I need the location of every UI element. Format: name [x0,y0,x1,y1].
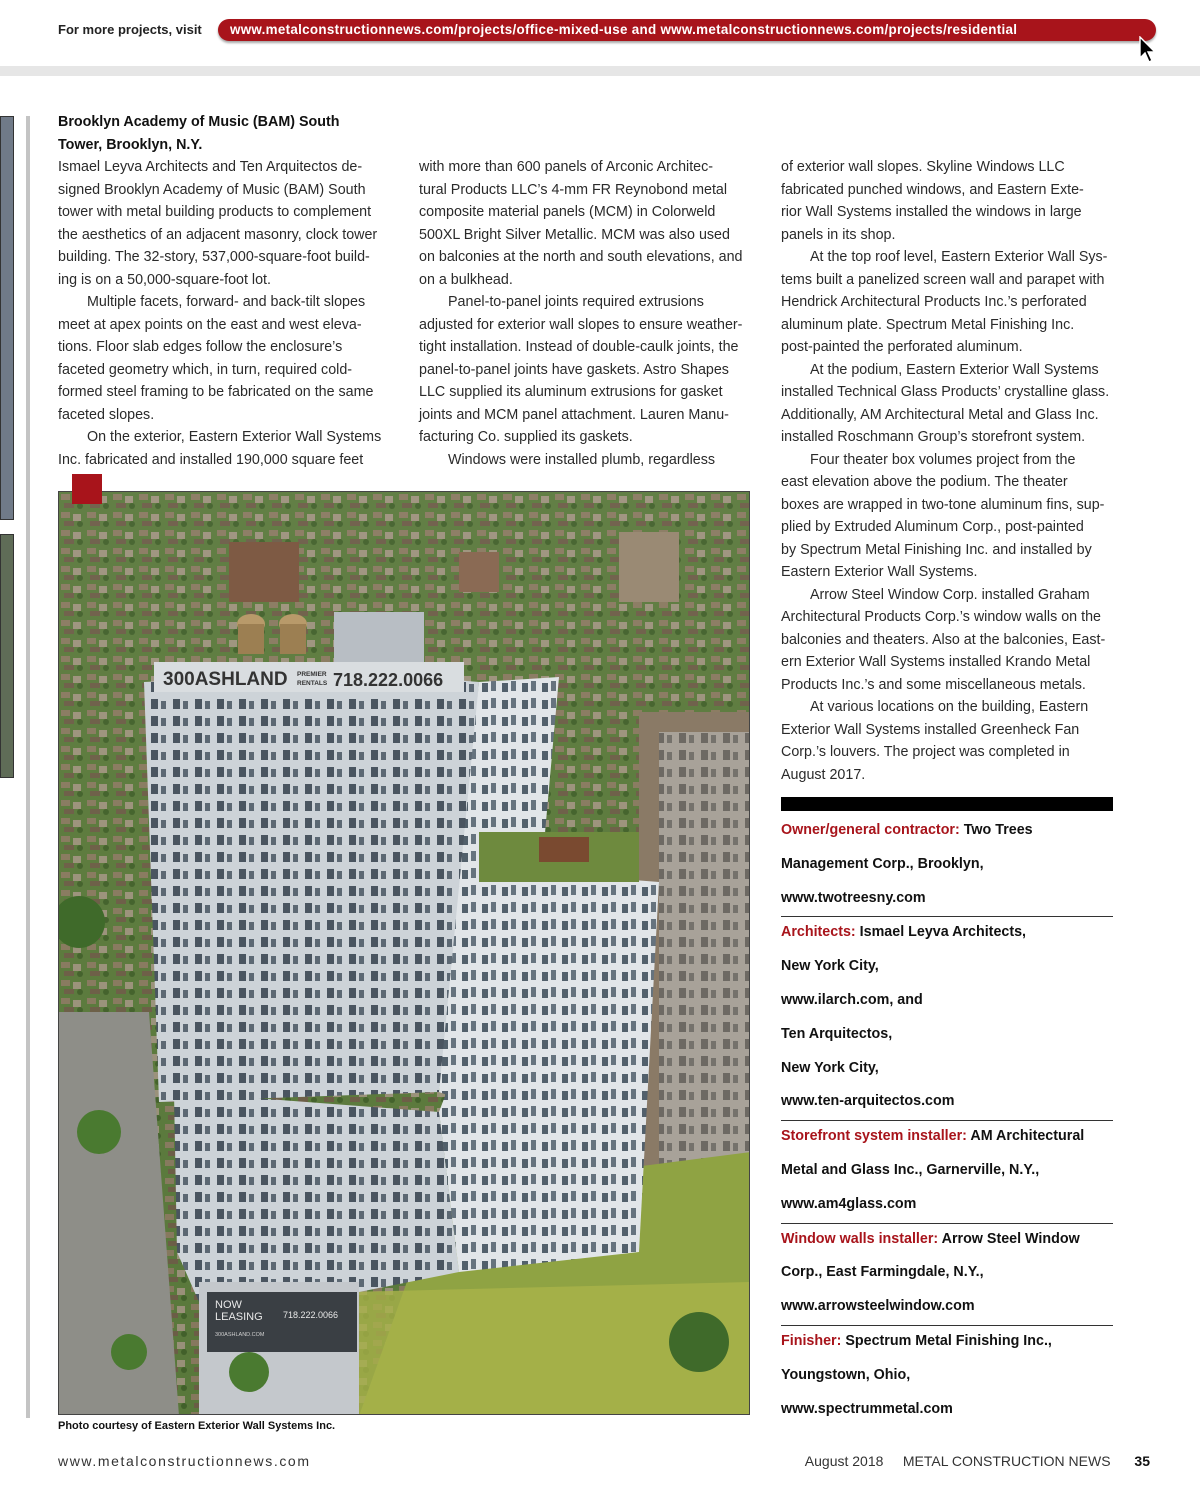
credit-text: Spectrum Metal Finishing Inc., [845,1332,1052,1349]
text-line: adjusted for exterior wall slopes to ensure weather- [419,316,743,333]
credit-role: Storefront system installer: [781,1128,967,1145]
leasing-banner-line: NOW [215,1299,242,1311]
credit-role: Window walls installer: [781,1230,939,1247]
column-rule [26,116,30,1418]
heading-line: Tower, Brooklyn, N.Y. [58,136,203,153]
text-line: the aesthetics of an adjacent masonry, clock tower [58,226,378,243]
text-line: meet at apex points on the east and west eleva- [58,316,362,333]
credit-text: Ismael Leyva Architects, [859,924,1027,941]
visit-label: For more projects, visit [58,22,202,37]
text-line: Arrow Steel Window Corp. installed Graham [810,586,1090,603]
text-line: by Spectrum Metal Finishing Inc. and installed by [781,541,1092,558]
text-line: Exterior Wall Systems installed Greenheck Fan [781,721,1080,738]
photo-caption: Photo courtesy of Eastern Exterior Wall Systems Inc. [58,1420,336,1432]
footer-info [805,1453,1150,1469]
text-line: tions. Floor slab edges follow the enclosure’s [58,339,343,355]
credit-url: www.ilarch.com, and [781,991,923,1008]
text-line: faceted slopes. [58,406,155,423]
text-line: installed Roschmann Group’s storefront system. [781,429,1086,445]
text-line: Four theater box volumes project from the [810,451,1076,468]
text-line: facturing Co. supplied its gaskets. [419,429,633,445]
text-line: On the exterior, Eastern Exterior Wall Systems [87,429,382,445]
credit-url: www.spectrummetal.com [781,1400,953,1417]
text-line: Ismael Leyva Architects and Ten Arquitectos de- [58,159,363,175]
credit-role: Architects: [781,924,856,941]
text-line: fabricated punched windows, and Eastern Exte- [781,181,1084,198]
text-line: Hendrick Architectural Products Inc.’s perforated [781,294,1087,310]
footer-url: www.metalconstructionnews.com [58,1453,311,1469]
text-line: panel-to-panel joints have gaskets. Astro Shapes [419,361,729,378]
previous-page-photo-edge [0,116,14,520]
text-line: ern Exterior Wall Systems installed Krando Metal [781,654,1091,670]
text-line: rior Wall Systems installed the windows in large [781,204,1082,220]
header-band [0,66,1200,76]
credit-entry [781,1224,1113,1326]
text-line: tight installation. Instead of double-caulk joints, the [419,339,739,355]
page-number: 35 [1134,1453,1150,1469]
text-line: Windows were installed plumb, regardless [448,451,715,468]
text-line: aluminum plate. Spectrum Metal Finishing Inc. [781,316,1075,333]
credit-role: Owner/general contractor: [781,822,960,838]
issue-date: August 2018 [804,1453,884,1469]
credit-role: Finisher: [781,1332,842,1349]
text-line: tower with metal building products to complement [58,204,372,220]
credit-url: www.ten-arquitectos.com [781,1093,955,1110]
leasing-banner-url: 300ASHLAND.COM [215,1332,265,1338]
top-bar [0,0,1200,66]
credit-entry [781,917,1113,1121]
credit-url: www.arrowsteelwindow.com [781,1298,975,1315]
magazine-name: METAL CONSTRUCTION NEWS [902,1453,1111,1469]
text-line: Inc. fabricated and installed 190,000 square feet [58,451,364,468]
text-line: panels in its shop. [781,226,896,243]
text-line: 500XL Bright Silver Metallic. MCM was also used [419,226,730,243]
credit-text: Arrow Steel Window [941,1230,1080,1247]
heading-line: Brooklyn Academy of Music (BAM) South [58,114,340,130]
text-line: tural Products LLC’s 4-mm FR Reynobond metal [419,181,728,198]
text-line: joints and MCM panel attachment. Lauren Manu- [419,406,729,423]
credit-text: Corp., East Farmingdale, N.Y., [781,1264,984,1281]
credit-text: Metal and Glass Inc., Garnerville, N.Y., [781,1161,1040,1178]
article-heading [58,111,388,156]
text-line: with more than 600 panels of Arconic Architec- [419,159,714,175]
rooftop-sign-phone: 718.222.0066 [333,670,444,690]
credit-text: Management Corp., Brooklyn, [781,855,984,872]
credit-text: New York City, [781,958,879,975]
credit-text: Two Trees [963,822,1033,838]
text-line: composite material panels (MCM) in Colorweld [419,204,716,220]
text-line: At various locations on the building, Eastern [810,699,1089,715]
credit-text: Youngstown, Ohio, [781,1366,911,1383]
text-line: signed Brooklyn Academy of Music (BAM) South [58,181,366,198]
rooftop-sign-sub: PREMIER [297,671,327,678]
text-line: on balconies at the north and south elevations, and [419,249,743,265]
rooftop-sign-name: 300ASHLAND [163,669,288,690]
text-line: ing is on a 50,000-square-foot lot. [58,271,272,288]
credit-entry [781,1326,1113,1427]
text-line: Architectural Products Corp.’s window walls on the [781,609,1101,625]
text-line: building. The 32-story, 537,000-square-foot build- [58,249,370,265]
text-line: boxes are wrapped in two-tone aluminum fins, sup- [781,496,1105,513]
leasing-banner-phone: 718.222.0066 [283,1310,339,1320]
text-line: installed Technical Glass Products’ crystalline glass. [781,384,1110,400]
building-illustration [59,492,750,1415]
credit-url: www.twotreesny.com [781,889,926,906]
text-line: post-painted the perforated aluminum. [781,339,1023,355]
rooftop-sign-sub: RENTALS [297,680,328,687]
credit-entry [781,815,1113,917]
text-line: At the podium, Eastern Exterior Wall Systems [810,361,1099,378]
text-line: on a bulkhead. [419,271,513,288]
text-line: formed steel framing to be fabricated on the same [58,384,374,400]
credit-text: AM Architectural [970,1128,1085,1145]
text-column-3 [781,156,1109,786]
text-line: of exterior wall slopes. Skyline Windows LLC [781,159,1065,175]
text-line: Products Inc.’s and some miscellaneous metals. [781,676,1086,693]
text-line: Corp.’s louvers. The project was completed in [781,744,1070,760]
text-line: tems built a panelized screen wall and parapet with [781,271,1105,288]
text-line: At the top roof level, Eastern Exterior Wall Sys- [810,249,1108,265]
text-column-1 [58,156,381,471]
text-line: Eastern Exterior Wall Systems. [781,564,978,580]
credit-entry [781,1121,1113,1223]
text-line: August 2017. [781,766,866,783]
building-photo [58,491,750,1415]
text-line: east elevation above the podium. The theater [781,474,1068,490]
text-line: faceted geometry which, in turn, required cold- [58,361,353,378]
credits-bar [781,797,1113,811]
text-line: LLC supplied its aluminum extrusions for gasket [419,384,723,400]
text-line: Panel-to-panel joints required extrusions [448,294,704,310]
previous-page-photo-edge [0,534,14,778]
red-accent-square [72,474,102,504]
credit-text: New York City, [781,1059,879,1076]
credit-url: www.am4glass.com [781,1195,917,1212]
leasing-banner-line: LEASING [215,1311,263,1323]
credit-text: Ten Arquitectos, [781,1025,893,1042]
text-line: Multiple facets, forward- and back-tilt slopes [87,294,366,310]
mouse-cursor-icon [1138,36,1158,64]
projects-link[interactable]: www.metalconstructionnews.com/projects/office-mixed-use and www.metalconstructionnews.com/projects/residential [218,19,1156,41]
text-column-2 [419,156,743,471]
text-line: plied by Extruded Aluminum Corp., post-painted [781,519,1084,535]
credits-list [781,815,1113,1427]
text-line: Additionally, AM Architectural Metal and Glass Inc. [781,406,1099,423]
text-line: balconies and theaters. Also at the balconies, East- [781,631,1106,648]
